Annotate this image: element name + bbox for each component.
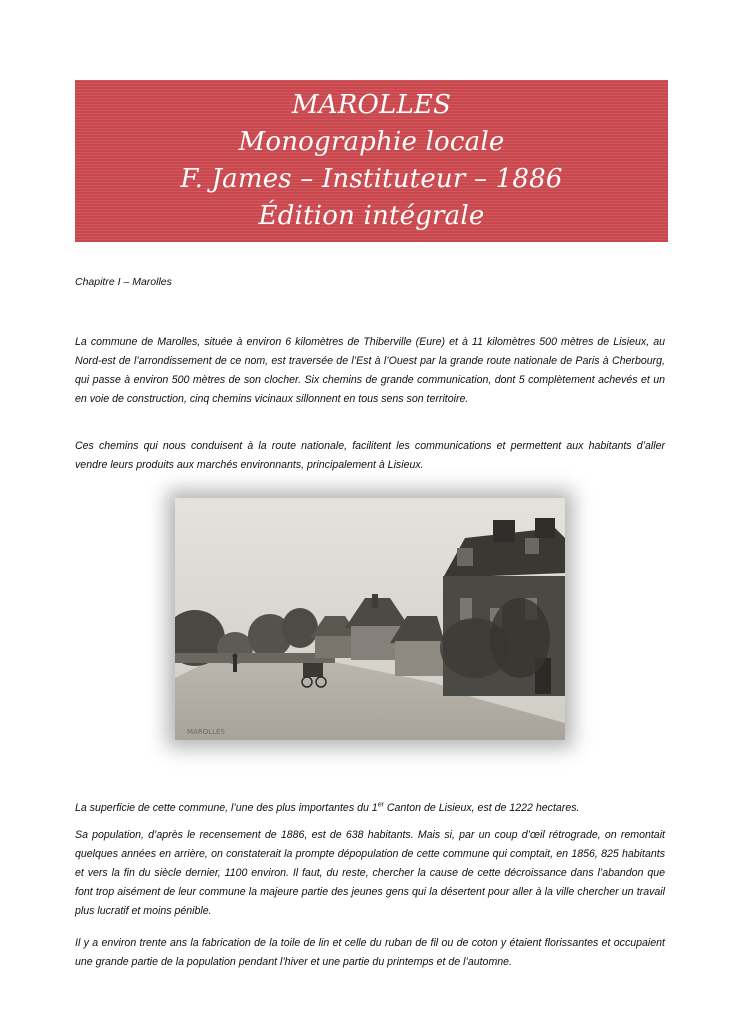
paragraph-industry: Il y a environ trente ans la fabrication de la toile de lin et celle du ruban de fil ou de coton y étaient florissantes et occupaient une grande partie de la population pendant l’hiver et une partie du printemps et de l’automne. bbox=[75, 937, 665, 968]
title-author: F. James – Instituteur – 1886 bbox=[180, 164, 563, 194]
paragraph-roads: Ces chemins qui nous conduisent à la route nationale, facilitent les communications et permettent aux habitants d’aller vendre leurs produits aux marchés environnants, principalement à Lisieux. bbox=[75, 440, 665, 471]
title-subtitle: Monographie locale bbox=[238, 127, 505, 157]
title-commune: MAROLLES bbox=[291, 90, 452, 120]
paragraph-surface bbox=[75, 799, 665, 818]
title-banner bbox=[75, 80, 668, 242]
paragraph-location: La commune de Marolles, située à environ 6 kilomètres de Thiberville (Eure) et à 11 kilomètres 500 mètres de Lisieux, au Nord-est de l’arrondissement de ce nom, est traversée de l’Est à l’Ouest par la grande route nationale de Paris à Cherbourg, qui passe à environ 500 mètres de son clocher. Six chemins de grande communication, dont 5 complètement achevés et un en voie de construction, cinq chemins vicinaux sillonnent en tous sens son territoire. bbox=[75, 336, 665, 405]
title-edition: Édition intégrale bbox=[258, 201, 485, 231]
surface-text-before: La superficie de cette commune, l’une des plus importantes du 1 bbox=[75, 802, 378, 814]
surface-text-after: Canton de Lisieux, est de 1222 hectares. bbox=[383, 802, 580, 814]
village-street-photo bbox=[175, 498, 565, 740]
chapter-heading: Chapitre I – Marolles bbox=[75, 276, 172, 288]
paragraph-population: Sa population, d’après le recensement de 1886, est de 638 habitants. Mais si, par un coup d’œil rétrograde, on remontait quelques années en arrière, on constaterait la prompte dépopulation de cette commune qui comptait, en 1856, 825 habitants et vers la fin du siècle dernier, 1100 environ. Il faut, du reste, chercher la cause de cette décroissance dans l’abandon que font trop aisément de leur commune la majeure partie des jeunes gens qui la désertent pour aller à la ville chercher un travail plus lucratif et moins pénible. bbox=[75, 829, 665, 917]
photo-caption: MAROLLES bbox=[187, 728, 225, 736]
ordinal-superscript: er bbox=[377, 801, 384, 809]
